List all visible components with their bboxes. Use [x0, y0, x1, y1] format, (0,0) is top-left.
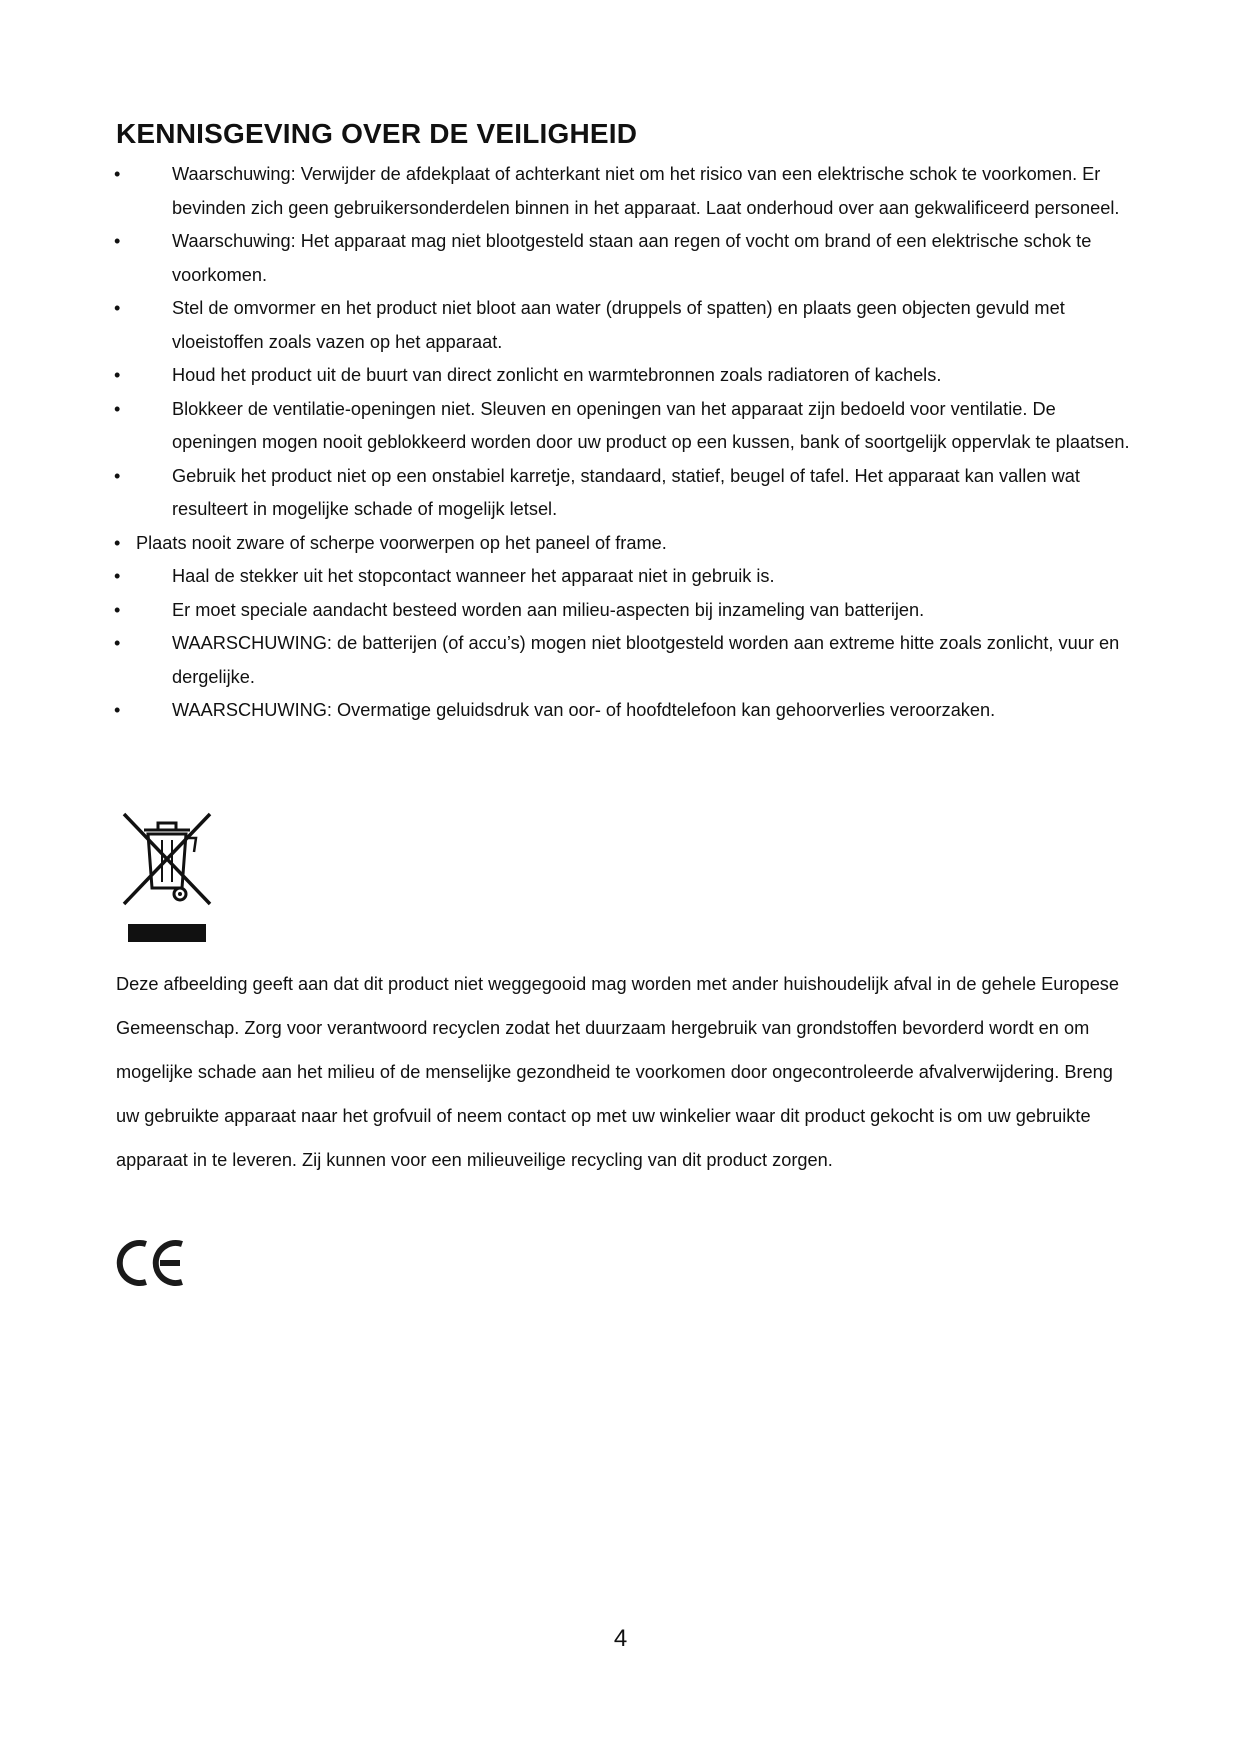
- weee-disposal-paragraph: Deze afbeelding geeft aan dat dit product niet weggegooid mag worden met ander huishoudelijk afval in de gehele Europese Gemeenschap. Zorg voor verantwoord recyclen zodat het duurzaam hergebruik van grondstoffen bevorderd wordt en om mogelijke schade aan het milieu of de menselijke gezondheid te voorkomen door ongecontroleerde afvalverwijdering. Breng uw gebruikte apparaat naar het grofvuil of neem contact op met uw winkelier waar dit product gekocht is om uw gebruikte apparaat in te leveren. Zij kunnen voor een milieuveilige recycling van dit product zorgen.: [116, 974, 1120, 1170]
- crossed-out-wheelie-bin-icon: [118, 808, 218, 946]
- page-title: KENNISGEVING OVER DE VEILIGHEID: [116, 118, 638, 149]
- bullet-text: Blokkeer de ventilatie-openingen niet. Sleuven en openingen van het apparaat zijn bedoeld voor ventilatie. De openingen mogen nooit geblokkeerd worden door uw product op een kussen, bank of soortgelijk oppervlak te plaatsen.: [172, 398, 1130, 452]
- bullet-text: Waarschuwing: Het apparaat mag niet blootgesteld staan aan regen of vocht om brand of een elektrische schok te voorkomen.: [172, 231, 1092, 285]
- bullet-marker: •: [114, 298, 121, 318]
- bullet-item: [114, 627, 1134, 694]
- bullet-marker: •: [114, 398, 121, 419]
- bullet-marker: •: [114, 365, 121, 385]
- bullet-text: WAARSCHUWING: Overmatige geluidsdruk van oor- of hoofdtelefoon kan gehoorverlies veroorzaken.: [172, 700, 996, 720]
- ce-mark-icon: [116, 1236, 188, 1290]
- bullet-item: [114, 594, 1134, 628]
- bullet-item: [114, 158, 1134, 225]
- bullet-text: Plaats nooit zware of scherpe voorwerpen op het paneel of frame.: [136, 532, 667, 553]
- bullet-item: [114, 359, 1134, 393]
- bullet-item: [114, 460, 1134, 527]
- bullet-item: [114, 393, 1134, 460]
- bullet-text: WAARSCHUWING: de batterijen (of accu’s) mogen niet blootgesteld worden aan extreme hitte zoals zonlicht, vuur en dergelijke.: [172, 633, 1120, 687]
- bullet-marker: •: [114, 633, 121, 653]
- bullet-item: [114, 292, 1134, 359]
- bullet-text: Gebruik het product niet op een onstabiel karretje, standaard, statief, beugel of tafel. Het apparaat kan vallen wat resulteert in mogelijke schade of mogelijk letsel.: [172, 465, 1080, 519]
- bullet-marker: •: [114, 465, 121, 486]
- bullet-item: [114, 225, 1134, 292]
- bullet-text: Stel de omvormer en het product niet bloot aan water (druppels of spatten) en plaats geen objecten gevuld met vloeistoffen zoals vazen op het apparaat.: [172, 298, 1065, 352]
- bullet-marker: •: [114, 566, 121, 586]
- bullet-marker: •: [114, 231, 121, 251]
- bullet-item: [114, 560, 1134, 594]
- page-number: 4: [613, 1625, 628, 1652]
- bullet-marker: •: [114, 164, 121, 184]
- safety-bullet-list: [114, 158, 1134, 728]
- bullet-marker: •: [114, 599, 121, 620]
- bullet-text: Er moet speciale aandacht besteed worden aan milieu-aspecten bij inzameling van batterijen.: [172, 599, 925, 620]
- bullet-marker: •: [114, 700, 121, 720]
- bullet-marker: •: [114, 532, 121, 553]
- bullet-text: Haal de stekker uit het stopcontact wanneer het apparaat niet in gebruik is.: [172, 566, 775, 586]
- bullet-text: Waarschuwing: Verwijder de afdekplaat of achterkant niet om het risico van een elektrische schok te voorkomen. Er bevinden zich geen gebruikersonderdelen binnen in het apparaat. Laat onderhoud over aan gekwalificeerd personeel.: [172, 164, 1120, 218]
- bullet-text: Houd het product uit de buurt van direct zonlicht en warmtebronnen zoals radiatoren of kachels.: [172, 365, 942, 385]
- bullet-item: [114, 527, 1134, 561]
- bullet-item: [114, 694, 1134, 728]
